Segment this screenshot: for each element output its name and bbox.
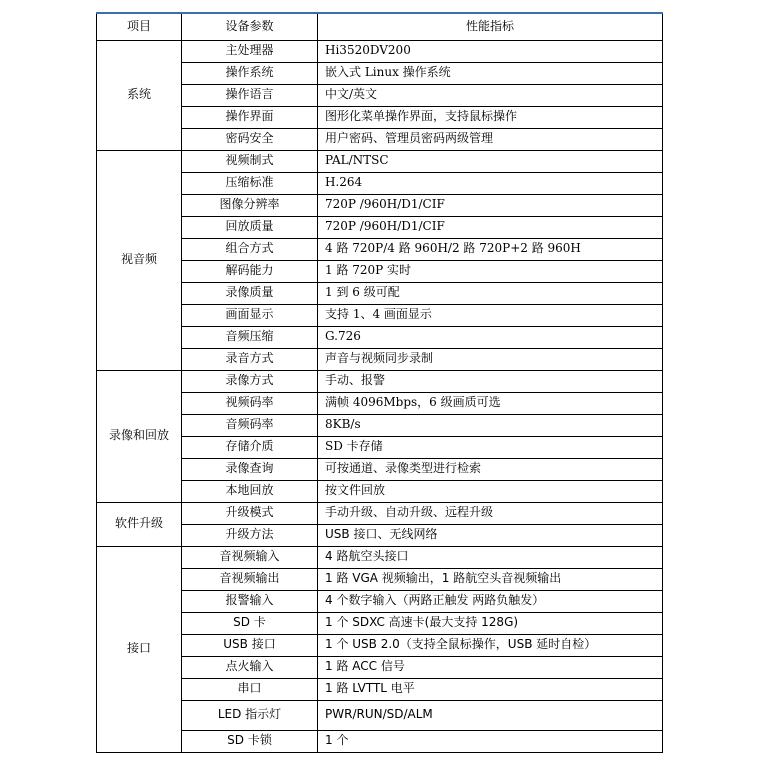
group-label: 系统: [97, 40, 182, 150]
spec-table-body: [97, 13, 663, 752]
param-value: 用户密码、管理员密码两级管理: [318, 128, 663, 150]
spec-row: [97, 678, 663, 700]
spec-row: [97, 282, 663, 304]
param-name: LED 指示灯: [182, 700, 318, 730]
param-value: 按文件回放: [318, 480, 663, 502]
param-name: 视频码率: [182, 392, 318, 414]
param-name: 图像分辨率: [182, 194, 318, 216]
param-value: 1 个 USB 2.0（支持全鼠标操作，USB 延时自检）: [318, 634, 663, 656]
param-value: 720P /960H/D1/CIF: [318, 216, 663, 238]
param-value: PAL/NTSC: [318, 150, 663, 172]
group-label: 录像和回放: [97, 370, 182, 502]
param-name: 音视频输入: [182, 546, 318, 568]
group-label: 接口: [97, 546, 182, 752]
spec-row: [97, 238, 663, 260]
param-value: 1 个 SDXC 高速卡(最大支持 128G): [318, 612, 663, 634]
spec-row: [97, 480, 663, 502]
param-name: 画面显示: [182, 304, 318, 326]
param-name: 点火输入: [182, 656, 318, 678]
spec-row: [97, 326, 663, 348]
param-value: 1 个: [318, 730, 663, 752]
header-param: 设备参数: [182, 13, 318, 40]
param-value: 4 路航空头接口: [318, 546, 663, 568]
spec-row: [97, 84, 663, 106]
spec-table: [96, 12, 663, 753]
param-name: 视频制式: [182, 150, 318, 172]
param-name: 升级模式: [182, 502, 318, 524]
header-item: 项目: [97, 13, 182, 40]
param-name: 录音方式: [182, 348, 318, 370]
param-name: 存储介质: [182, 436, 318, 458]
param-value: 图形化菜单操作界面，支持鼠标操作: [318, 106, 663, 128]
group-label: 视音频: [97, 150, 182, 370]
header-spec: 性能指标: [318, 13, 663, 40]
param-name: 串口: [182, 678, 318, 700]
param-value: 1 路 LVTTL 电平: [318, 678, 663, 700]
spec-row: [97, 194, 663, 216]
param-value: 8KB/s: [318, 414, 663, 436]
param-value: 手动、报警: [318, 370, 663, 392]
spec-row: [97, 128, 663, 150]
param-name: 报警输入: [182, 590, 318, 612]
spec-row: [97, 260, 663, 282]
param-value: 支持 1、4 画面显示: [318, 304, 663, 326]
param-name: 操作界面: [182, 106, 318, 128]
param-value: 1 到 6 级可配: [318, 282, 663, 304]
param-name: USB 接口: [182, 634, 318, 656]
param-value: Hi3520DV200: [318, 40, 663, 62]
param-name: 解码能力: [182, 260, 318, 282]
spec-row: [97, 568, 663, 590]
param-value: 可按通道、录像类型进行检索: [318, 458, 663, 480]
param-value: 1 路 720P 实时: [318, 260, 663, 282]
param-name: 压缩标准: [182, 172, 318, 194]
spec-row: [97, 40, 663, 62]
param-name: 音频码率: [182, 414, 318, 436]
spec-row: [97, 546, 663, 568]
param-name: 本地回放: [182, 480, 318, 502]
param-name: 操作语言: [182, 84, 318, 106]
spec-row: [97, 414, 663, 436]
spec-row: [97, 524, 663, 546]
param-value: 嵌入式 Linux 操作系统: [318, 62, 663, 84]
spec-row: [97, 634, 663, 656]
param-value: 手动升级、自动升级、远程升级: [318, 502, 663, 524]
spec-row: [97, 304, 663, 326]
param-name: 录像查询: [182, 458, 318, 480]
param-value: 中文/英文: [318, 84, 663, 106]
param-value: H.264: [318, 172, 663, 194]
spec-row: [97, 458, 663, 480]
param-name: 升级方法: [182, 524, 318, 546]
param-name: SD 卡: [182, 612, 318, 634]
param-name: 音频压缩: [182, 326, 318, 348]
spec-row: [97, 348, 663, 370]
param-value: 1 路 VGA 视频输出，1 路航空头音视频输出: [318, 568, 663, 590]
spec-row: [97, 612, 663, 634]
spec-row: [97, 150, 663, 172]
param-value: 满帧 4096Mbps，6 级画质可选: [318, 392, 663, 414]
param-value: USB 接口、无线网络: [318, 524, 663, 546]
spec-row: [97, 370, 663, 392]
spec-row: [97, 656, 663, 678]
param-name: 音视频输出: [182, 568, 318, 590]
spec-row: [97, 730, 663, 752]
param-name: SD 卡锁: [182, 730, 318, 752]
spec-row: [97, 172, 663, 194]
spec-row: [97, 392, 663, 414]
param-name: 录像方式: [182, 370, 318, 392]
param-name: 密码安全: [182, 128, 318, 150]
param-value: SD 卡存储: [318, 436, 663, 458]
param-name: 主处理器: [182, 40, 318, 62]
group-label: 软件升级: [97, 502, 182, 546]
spec-row: [97, 700, 663, 730]
param-value: 声音与视频同步录制: [318, 348, 663, 370]
param-value: 4 个数字输入（两路正触发 两路负触发）: [318, 590, 663, 612]
header-row: [97, 13, 663, 40]
spec-row: [97, 106, 663, 128]
param-value: PWR/RUN/SD/ALM: [318, 700, 663, 730]
param-name: 组合方式: [182, 238, 318, 260]
param-value: 4 路 720P/4 路 960H/2 路 720P+2 路 960H: [318, 238, 663, 260]
spec-row: [97, 62, 663, 84]
spec-row: [97, 436, 663, 458]
spec-row: [97, 502, 663, 524]
param-name: 操作系统: [182, 62, 318, 84]
param-name: 回放质量: [182, 216, 318, 238]
param-value: 1 路 ACC 信号: [318, 656, 663, 678]
param-value: 720P /960H/D1/CIF: [318, 194, 663, 216]
param-name: 录像质量: [182, 282, 318, 304]
spec-row: [97, 216, 663, 238]
param-value: G.726: [318, 326, 663, 348]
spec-row: [97, 590, 663, 612]
